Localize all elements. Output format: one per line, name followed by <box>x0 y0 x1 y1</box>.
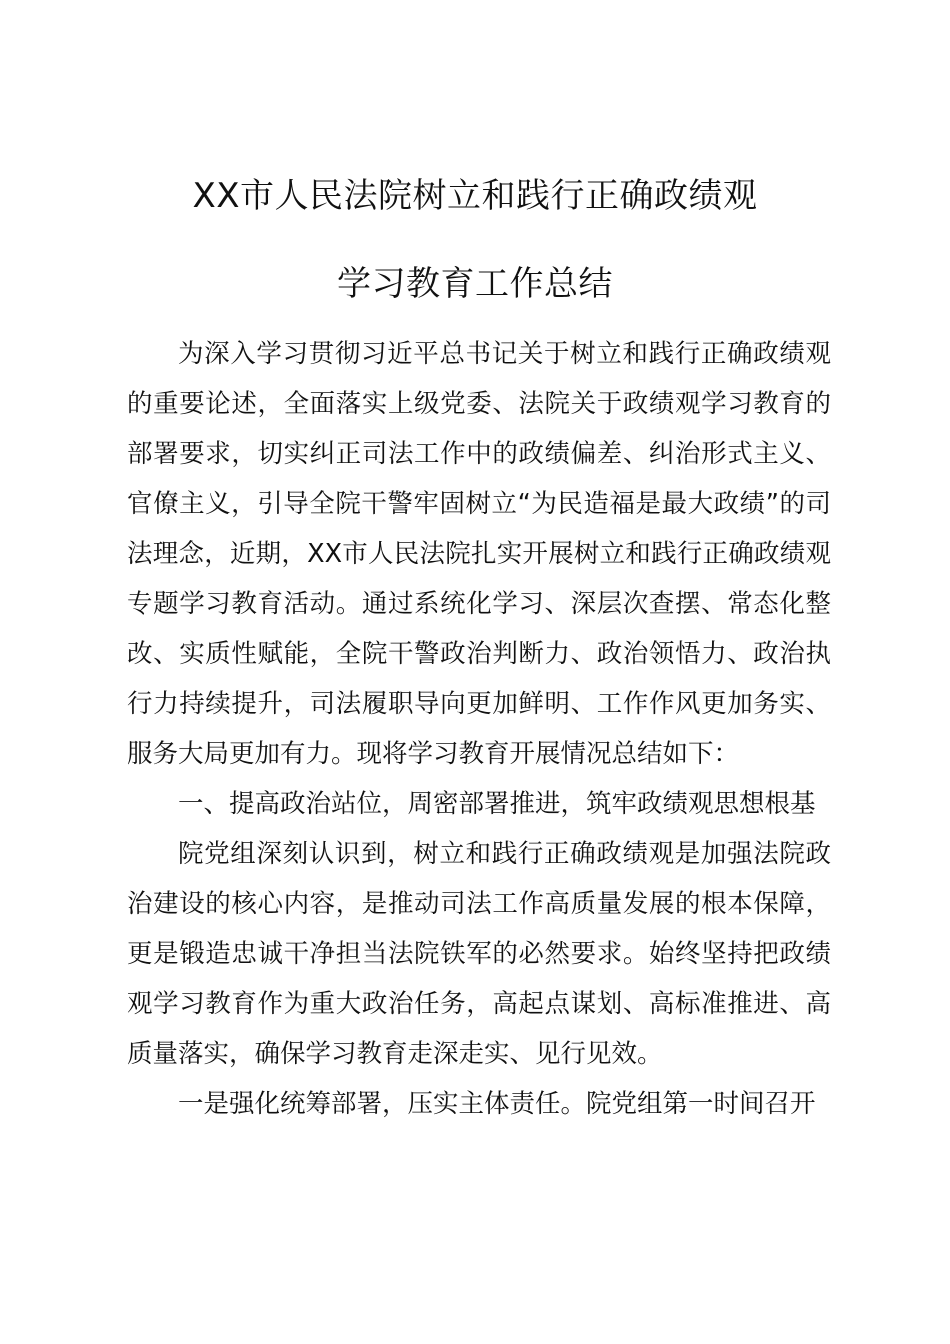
intro-paragraph: 为深入学习贯彻习近平总书记关于树立和践行正确政绩观的重要论述，全面落实上级党委、法院关于政绩观学习教育的部署要求，切实纠正司法工作中的政绩偏差、纠治形式主义、官僚主义，引导全院干警牢固树立“为民造福是最大政绩”的司法理念，近期，XX市人民法院扎实开展树立和践行正确政绩观专题学习教育活动。通过系统化学习、深层次查摆、常态化整改、实质性赋能，全院干警政治判断力、政治领悟力、政治执行力持续提升，司法履职导向更加鲜明、工作作风更加务实、服务大局更加有力。现将学习教育开展情况总结如下： <box>127 339 831 769</box>
title-line-1: XX市人民法院树立和践行正确政绩观 <box>192 176 758 216</box>
document-title <box>0 152 950 328</box>
document-body <box>127 329 831 1129</box>
section-1-item-1-paragraph: 一是强化统筹部署，压实主体责任。院党组第一时间召开 <box>178 1089 816 1119</box>
title-line-2: 学习教育工作总结 <box>337 264 613 304</box>
section-1-paragraph: 院党组深刻认识到，树立和践行正确政绩观是加强法院政治建设的核心内容，是推动司法工作高质量发展的根本保障，更是锻造忠诚干净担当法院铁军的必然要求。始终坚持把政绩观学习教育作为重大政治任务，高起点谋划、高标准推进、高质量落实，确保学习教育走深走实、见行见效。 <box>127 839 831 1069</box>
section-heading-1: 一、提高政治站位，周密部署推进，筑牢政绩观思想根基 <box>178 789 816 819</box>
